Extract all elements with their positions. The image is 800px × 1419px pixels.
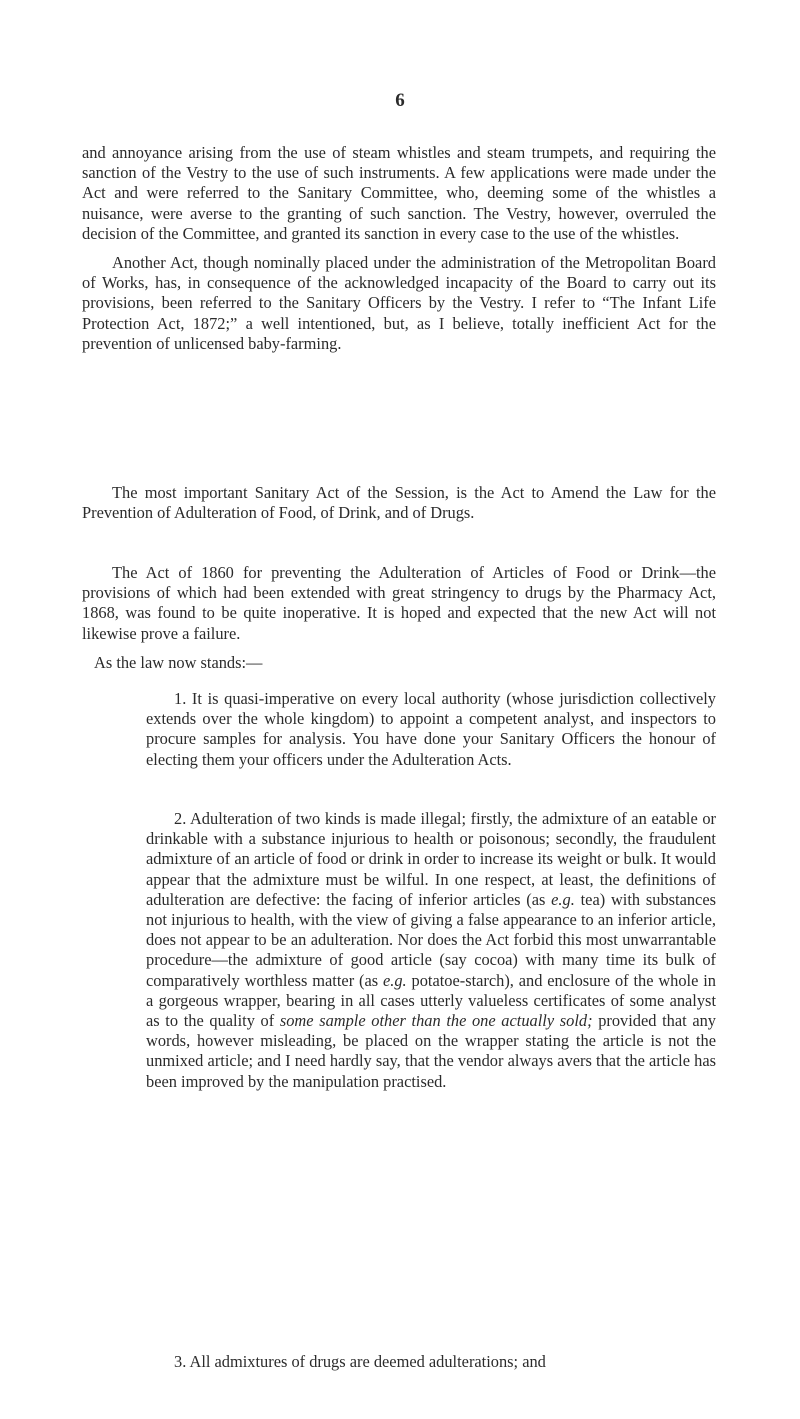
paragraph-infant-life-act [82, 253, 716, 354]
page-number: 6 [395, 90, 405, 111]
text-run: potatoe-starch), and enclosure of the whole in a gorgeous wrapper, bearing in all cases utterly valueless certificates of some analyst as to the quality of [146, 970, 716, 1031]
text-run: provided that any words, however misleading, be placed on the wrapper stating the article is not the unmixed article; and I need hardly say, that the vendor always avers that the article has been improved by the manipulation practised. [146, 1011, 717, 1091]
list-item-1 [146, 689, 716, 770]
italic-text-run: e.g. [382, 970, 407, 990]
paragraph-law-now-stands [82, 653, 716, 673]
paragraph-act-of-1860 [82, 563, 716, 644]
italic-text-run: e.g. [551, 889, 575, 909]
italic-text-run: some sample other than the one actually sold; [279, 1011, 593, 1031]
text-run: 2. Adulteration of two kinds is made illegal; firstly, the admixture of an eatable or drinkable with a substance injurious to health or poisonous; secondly, the fraudulent admixture of an article of food or drink in order to increase its weight or bulk. It would appear that the admixture must be wilful. In one respect, at least, the definitions of adulteration are defective: the facing of inferior articles (as [146, 809, 716, 909]
paragraph-text: As the law now stands:— [94, 653, 263, 672]
paragraph-text: Another Act, though nominally placed under the administration of the Metropolitan Board of Works, has, in consequence of the acknowledged incapacity of the Board to carry out its provisions, been referred to the Sanitary Officers by the Vestry. I refer to “The Infant Life Protection Act, 1872;” a well intentioned, but, as I believe, totally inefficient Act for the prevention of unlicensed baby-farming. [82, 253, 716, 353]
list-item-text [146, 809, 716, 1092]
list-item-text: 1. It is quasi-imperative on every local authority (whose jurisdiction collectively extends over the whole kingdom) to appoint a competent analyst, and inspectors to procure samples for analysis. You have done your Sanitary Officers the honour of electing them your officers under the Adulteration Acts. [146, 689, 716, 769]
paragraph-sanitary-act [82, 483, 716, 523]
paragraph-text: and annoyance arising from the use of steam whistles and steam trumpets, and requiring the sanction of the Vestry to the use of such instruments. A few applications were made under the Act and were referred to the Sanitary Committee, who, deeming some of the whistles a nuisance, were averse to the granting of such sanction. The Vestry, however, overruled the decision of the Committee, and granted its sanction in every case to the use of the whistles. [82, 143, 716, 243]
paragraph-text: The most important Sanitary Act of the Session, is the Act to Amend the Law for the Prevention of Adulteration of Food, of Drink, and of Drugs. [82, 483, 716, 523]
list-item-text: 3. All admixtures of drugs are deemed adulterations; and [174, 1352, 546, 1371]
paragraph-steam-whistles [82, 143, 716, 244]
list-item-3 [146, 1352, 716, 1372]
text-run: tea) with substances not injurious to health, with the view of giving a false appearance to an inferior article, does not appear to be an adulteration. Nor does the Act forbid this most unwarrantable procedure—the admixture of good article (say cocoa) with many time its bulk of comparatively worthless matter (as [146, 889, 716, 990]
list-item-2 [146, 809, 716, 1092]
paragraph-text: The Act of 1860 for preventing the Adulteration of Articles of Food or Drink—the provisions of which had been extended with great stringency to drugs by the Pharmacy Act, 1868, was found to be quite inoperative. It is hoped and expected that the new Act will not likewise prove a failure. [82, 563, 716, 643]
